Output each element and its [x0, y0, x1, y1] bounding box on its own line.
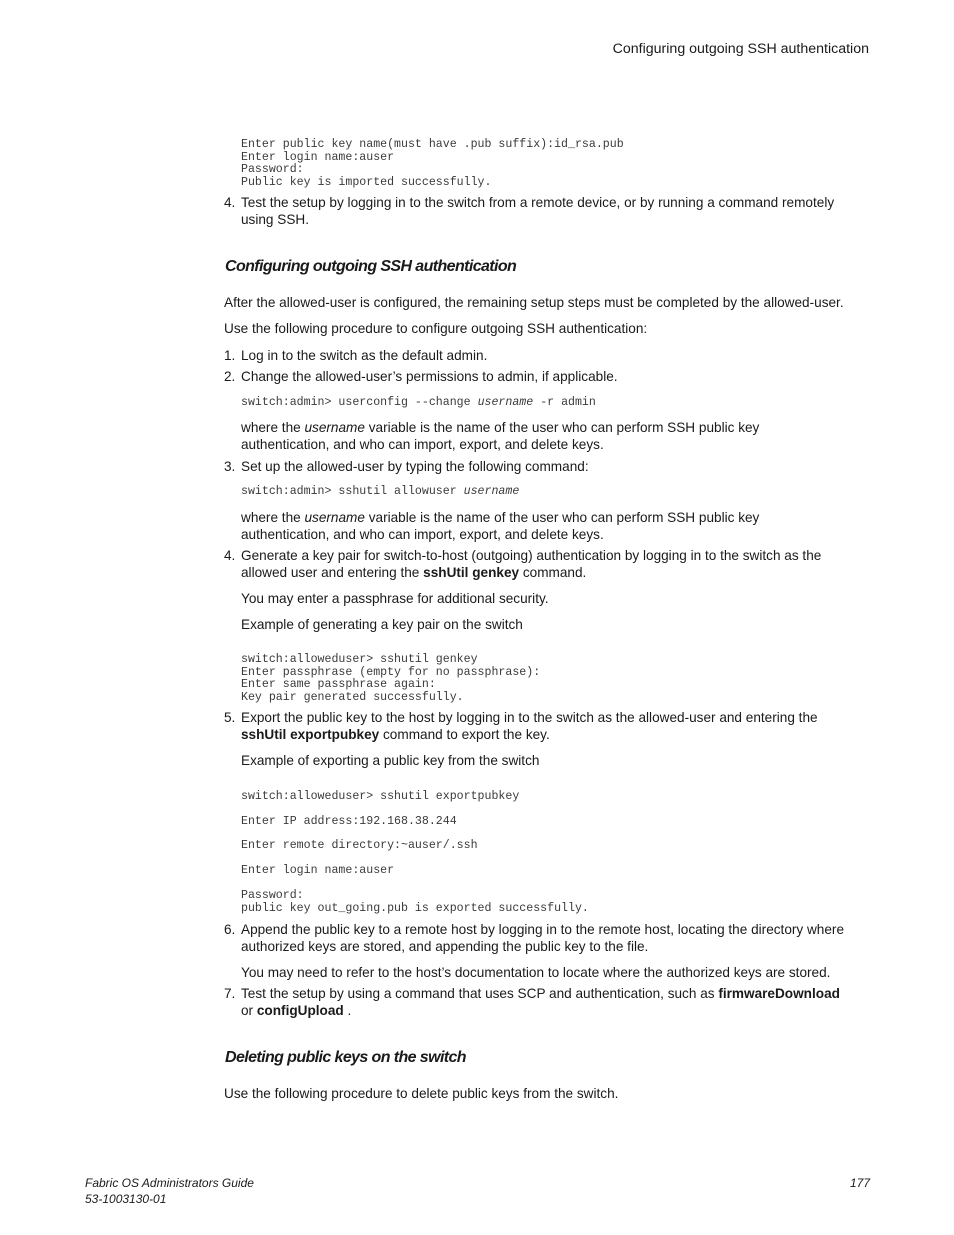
- step-text: Test the setup by logging in to the switch from a remote device, or by running a command remotely using SSH.: [241, 195, 835, 227]
- code-variable: username: [463, 485, 520, 498]
- code-block-genkey: switch:alloweduser> sshutil genkey Enter passphrase (empty for no passphrase): Enter same passphrase again: Key pair generated successfully.: [241, 653, 541, 704]
- where-text: variable is the name of the user who can perform SSH public key authentication, and who can import, export, and delete keys.: [241, 420, 760, 452]
- step-note: You may enter a passphrase for additional security.: [241, 591, 549, 606]
- step-text-part: Export the public key to the host by logging in to the switch as the allowed-user and entering the: [241, 710, 818, 725]
- code-block-import: Enter public key name(must have .pub suffix):id_rsa.pub Enter login name:auser Password: Public key is imported successfully.: [241, 138, 624, 189]
- command-name: sshUtil exportpubkey: [241, 727, 380, 742]
- paragraph: After the allowed-user is configured, the remaining setup steps must be completed by the allowed-user.: [224, 295, 844, 310]
- example-caption: Example of generating a key pair on the switch: [241, 617, 523, 632]
- step-text: Set up the allowed-user by typing the following command:: [241, 459, 589, 474]
- paragraph: Use the following procedure to configure outgoing SSH authentication:: [224, 321, 648, 336]
- code-text: switch:admin> userconfig --change: [241, 396, 478, 409]
- step-number: 4.: [224, 195, 236, 210]
- where-note: [241, 509, 801, 543]
- step-text-part: command to export the key.: [379, 727, 550, 742]
- step-text-part: command.: [519, 565, 587, 580]
- code-variable: username: [477, 396, 534, 409]
- running-header: Configuring outgoing SSH authentication: [612, 41, 869, 57]
- code-line: [241, 397, 596, 410]
- step-number: 1.: [224, 348, 236, 363]
- page-number: 177: [849, 1176, 870, 1190]
- step-text-part: or: [241, 1003, 257, 1018]
- code-line: Enter login name:auser: [241, 864, 395, 877]
- step-text-part: Test the setup by using a command that uses SCP and authentication, such as: [241, 986, 719, 1001]
- where-text: where the: [241, 420, 305, 435]
- where-variable: username: [304, 510, 365, 525]
- section-heading: Configuring outgoing SSH authentication: [225, 258, 517, 275]
- command-name: sshUtil genkey: [423, 565, 520, 580]
- example-caption: Example of exporting a public key from the switch: [241, 753, 540, 768]
- step-text: Change the allowed-user’s permissions to admin, if applicable.: [241, 369, 618, 384]
- step-text-part: .: [343, 1003, 352, 1018]
- where-variable: username: [304, 420, 365, 435]
- code-text: switch:admin> sshutil allowuser: [241, 485, 464, 498]
- step-number: 5.: [224, 710, 236, 725]
- command-name: configUpload: [256, 1003, 344, 1018]
- code-line: [241, 486, 519, 499]
- code-line: Enter remote directory:~auser/.ssh: [241, 839, 478, 852]
- step-number: 3.: [224, 459, 236, 474]
- step-text: Append the public key to a remote host by logging in to the remote host, locating the directory where authorized keys are stored, and appending the public key to the file.: [241, 922, 845, 954]
- footer-doc-number: 53-1003130-01: [85, 1192, 167, 1206]
- where-text: where the: [241, 510, 305, 525]
- where-text: variable is the name of the user who can perform SSH public key authentication, and who can import, export, and delete keys.: [241, 510, 760, 542]
- step-number: 2.: [224, 369, 236, 384]
- step-number: 4.: [224, 548, 236, 563]
- where-note: [241, 419, 801, 453]
- step-number: 6.: [224, 922, 236, 937]
- step-text: [241, 547, 851, 581]
- code-line: switch:alloweduser> sshutil exportpubkey: [241, 790, 520, 803]
- step-note: You may need to refer to the host’s documentation to locate where the authorized keys are stored.: [241, 965, 831, 980]
- step-number: 7.: [224, 986, 236, 1001]
- step-text: Log in to the switch as the default admin.: [241, 348, 488, 363]
- code-block-export-result: Password: public key out_going.pub is exported successfully.: [241, 889, 589, 915]
- footer-doc-title: Fabric OS Administrators Guide: [85, 1176, 254, 1190]
- paragraph: Use the following procedure to delete public keys from the switch.: [224, 1086, 619, 1101]
- step-text-part: Generate a key pair for switch-to-host (outgoing) authentication by logging in to the switch as the allowed user and entering the: [241, 548, 822, 580]
- step-text: [241, 709, 851, 743]
- step-text: [241, 985, 869, 1019]
- command-name: firmwareDownload: [718, 986, 840, 1001]
- code-text: -r admin: [533, 396, 596, 409]
- section-heading: Deleting public keys on the switch: [225, 1049, 466, 1066]
- code-line: Enter IP address:192.168.38.244: [241, 815, 457, 828]
